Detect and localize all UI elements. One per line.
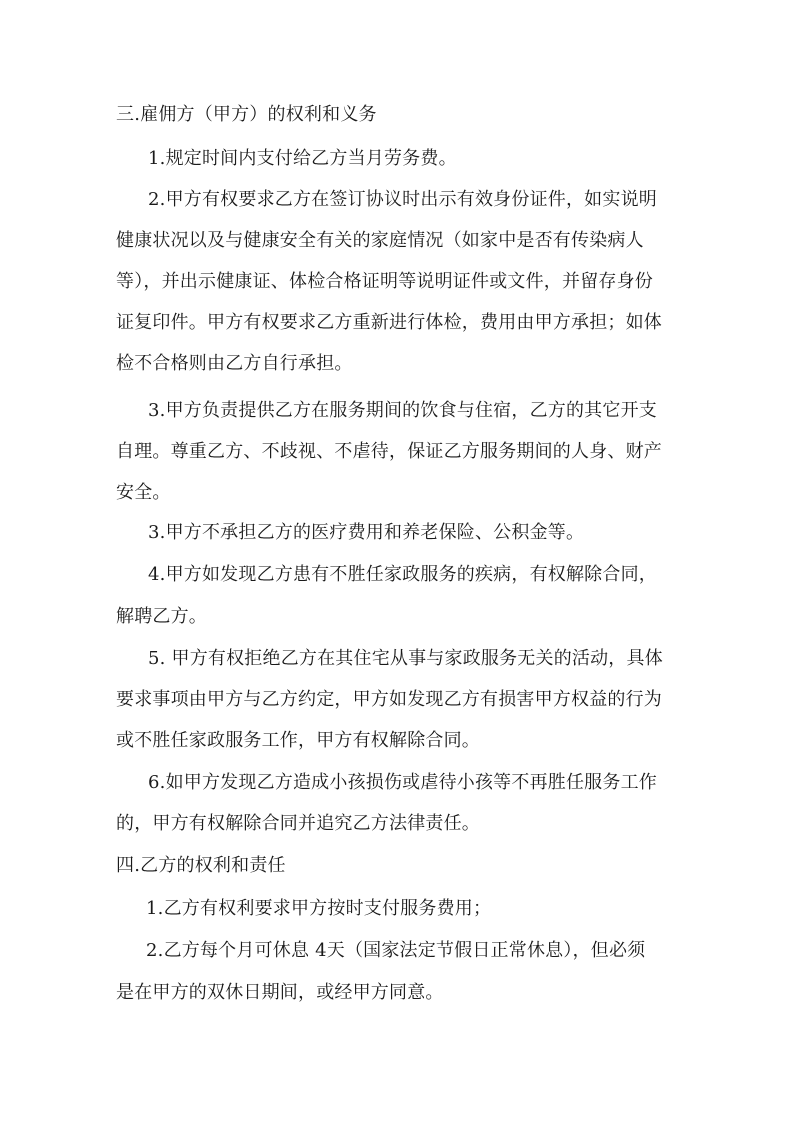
paragraph-line: 的，甲方有权解除合同并追究乙方法律责任。 xyxy=(116,813,480,834)
paragraph-line: 等），并出示健康证、体检合格证明等说明证件或文件，并留存身份 xyxy=(116,271,653,292)
paragraph-line: 自理。尊重乙方、不歧视、不虐待，保证乙方服务期间的人身、财产 xyxy=(116,441,662,462)
paragraph-line: 要求事项由甲方与乙方约定，甲方如发现乙方有损害甲方权益的行为 xyxy=(116,689,662,710)
paragraph-line: 或不胜任家政服务工作，甲方有权解除合同。 xyxy=(116,730,480,751)
paragraph-line: 安全。 xyxy=(116,482,171,503)
paragraph-line: 健康状况以及与健康安全有关的家庭情况（如家中是否有传染病人 xyxy=(116,230,644,251)
paragraph-line: 2.乙方每个月可休息 4天（国家法定节假日正常休息），但必须 xyxy=(146,940,646,961)
paragraph-line: 检不合格则由乙方自行承担。 xyxy=(116,353,353,374)
paragraph-line: 1.规定时间内支付给乙方当月劳务费。 xyxy=(148,148,457,169)
paragraph-line: 3.甲方负责提供乙方在服务期间的饮食与住宿，乙方的其它开支 xyxy=(148,400,657,421)
paragraph-line: 解聘乙方。 xyxy=(116,606,207,627)
paragraph-line: 6.如甲方发现乙方造成小孩损伤或虐待小孩等不再胜任服务工作 xyxy=(148,772,657,793)
paragraph-line: 4.甲方如发现乙方患有不胜任家政服务的疾病，有权解除合同， xyxy=(148,564,657,585)
paragraph-line: 是在甲方的双休日期间，或经甲方同意。 xyxy=(116,982,444,1003)
section-heading-employee: 四.乙方的权利和责任 xyxy=(116,855,286,876)
paragraph-line: 3.甲方不承担乙方的医疗费用和养老保险、公积金等。 xyxy=(148,522,585,543)
paragraph-line: 5. 甲方有权拒绝乙方在其住宅从事与家政服务无关的活动，具体 xyxy=(148,648,663,669)
section-heading-employer: 三.雇佣方（甲方）的权利和义务 xyxy=(116,104,377,125)
paragraph-line: 2.甲方有权要求乙方在签订协议时出示有效身份证件，如实说明 xyxy=(148,189,657,210)
paragraph-line: 证复印件。甲方有权要求乙方重新进行体检，费用由甲方承担；如体 xyxy=(116,312,662,333)
paragraph-line: 1.乙方有权利要求甲方按时支付服务费用； xyxy=(146,898,492,919)
